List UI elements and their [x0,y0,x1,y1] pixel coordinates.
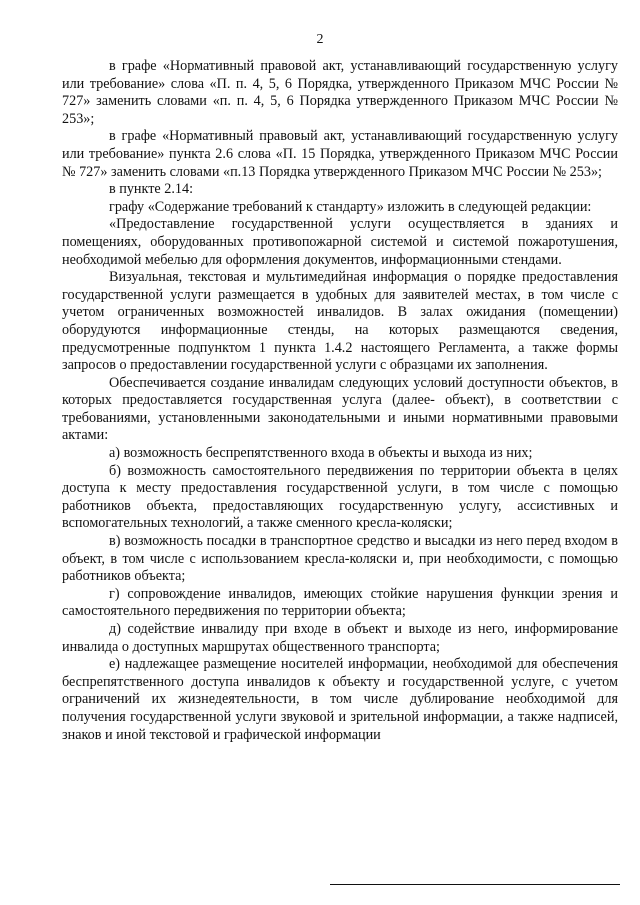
paragraph-amend-1: в графе «Нормативный правовой акт, устанавливающий государственную услугу или требование» слова «П. п. 4, 5, 6 Порядка, утвержденного Приказом МЧС России № 727» заменить словами «п. п. 4, 5, 6 Порядка утвержденного Приказом МЧС России № 253»; [62,58,618,127]
list-item-a: а) возможность беспрепятственного входа в объекты и выхода из них; [109,445,533,462]
list-item-g: г) сопровождение инвалидов, имеющих стойкие нарушения функции зрения и самостоятельного передвижения по территории объекта; [62,585,618,620]
list-item-v: в) возможность посадки в транспортное средство и высадки из него перед входом в объект, в том числе с использованием кресла-коляски и, при необходимости, с помощью работников объекта; [62,533,618,585]
list-item-d: д) содействие инвалиду при входе в объект и выходе из него, информирование инвалида о доступных маршрутах общественного транспорта; [62,621,618,655]
paragraph-amend-2: в графе «Нормативный правовый акт, устанавливающий государственную услугу или требование» пункта 2.6 слова «П. 15 Порядка, утвержденного Приказом МЧС России № 727» заменить словами «п.13 Порядка утвержденного Приказом МЧС России № 253»; [62,128,618,180]
paragraph-column-content: графу «Содержание требований к стандарту» изложить в следующей редакции: [109,198,592,215]
document-body [62,58,618,744]
paragraph-accessibility: Обеспечивается создание инвалидам следующих условий доступности объектов, в которых предоставляется государственная услуга (далее- объект), в соответствии с требованиями, установленными законодательными и иными нормативными правовыми актами: [62,374,618,444]
page-number: 2 [316,32,324,47]
paragraph-item-2-14: в пункте 2.14: [109,181,194,198]
list-item-b: б) возможность самостоятельного передвижения по территории объекта в целях доступа к месту предоставления государственной услуги, в том числе с помощью работников объекта, предоставляющих государственную услугу, ассистивных и вспомогательных технологий, а также сменного кресла-коляски; [62,462,618,532]
paragraph-visual-info: Визуальная, текстовая и мультимедийная информация о порядке предоставления государственной услуги размещается в удобных для заявителей местах, в том числе с учетом ограниченных возможностей инвалидов. В залах ожидания (помещении) оборудуются информационные стенды, на которых размещаются сведения, предусмотренные подпунктом 1 пункта 1.4.2 настоящего Регламента, а также формы запросов о предоставлении государственной услуги с образцами их заполнения. [62,269,618,374]
list-item-e: е) надлежащее размещение носителей информации, необходимой для обеспечения беспрепятственного доступа инвалидов к объекту и государственной услуге, с учетом ограничений их жизнедеятельности, в том числе дублирование необходимой для получения государственной услуги звуковой и зрительной информации, а также надписей, знаков и иной текстовой и графической информации [62,656,618,743]
footer-rule [330,884,620,885]
paragraph-provision: «Предоставление государственной услуги осуществляется в зданиях и помещениях, оборудованных противопожарной системой и системой пожаротушения, необходимой мебелью для оформления документов, информационными стендами. [62,216,618,268]
